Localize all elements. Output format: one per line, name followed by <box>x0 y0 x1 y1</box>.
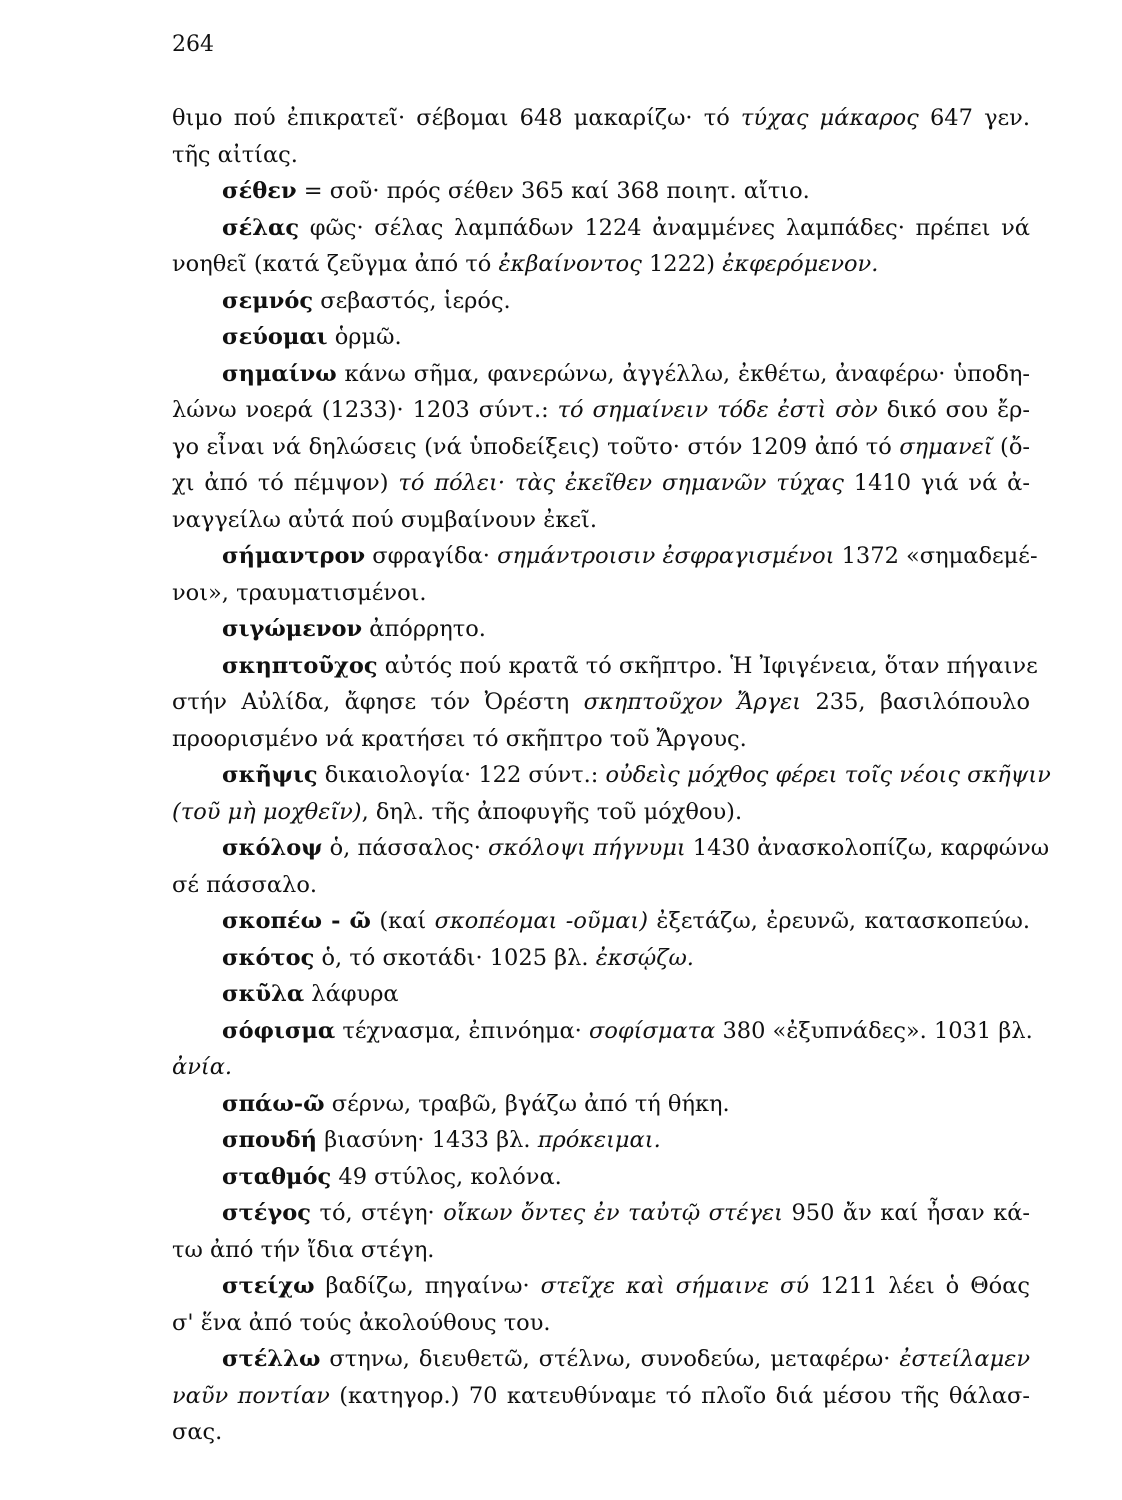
page-number: 264 <box>172 32 214 57</box>
text-line <box>172 940 1030 977</box>
quotation: ἐκφερόμενον. <box>722 251 879 277</box>
definition-text: 380 «ἐξυπνάδες». 1031 βλ. <box>715 1017 1033 1044</box>
text-line <box>172 392 1030 429</box>
text-line <box>172 684 1030 721</box>
definition-text: τῆς αἰτίας. <box>172 141 298 168</box>
text-line <box>172 648 1038 685</box>
text-line <box>172 356 1030 393</box>
headword: σκότος <box>222 944 315 971</box>
text-line <box>172 283 1030 320</box>
text-line <box>172 246 1030 283</box>
text-line <box>172 1378 1030 1415</box>
text-line <box>172 976 1030 1013</box>
text-line <box>172 173 1030 210</box>
text-line <box>172 611 1030 648</box>
headword: σπάω-ῶ <box>222 1090 325 1117</box>
definition-text: δικαιολογία· 122 σύντ.: <box>317 762 606 788</box>
definition-text: στήν Αὐλίδα, ἄφησε τόν Ὀρέστη <box>172 689 584 715</box>
definition-text: 1222) <box>641 251 723 277</box>
quotation: οἴκων ὄντες ἐν ταὐτῷ στέγει <box>443 1200 783 1226</box>
text-line <box>172 1414 1030 1451</box>
text-line <box>172 502 1030 539</box>
text-line <box>172 1305 1030 1342</box>
quotation: σκόλοψι πήγνυμι <box>488 835 686 861</box>
definition-text: βιασύνη· 1433 βλ. <box>317 1127 538 1153</box>
definition-text: φῶς· σέλας λαμπάδων 1224 ἀναμμένες λαμπάδες· πρέπει νά <box>299 214 1030 241</box>
definition-text: στηνω, διευθετῶ, στέλνω, συνοδεύω, μεταφέρω· <box>320 1346 900 1372</box>
definition-text: (κατηγορ.) 70 κατευθύναμε τό πλοῖο διά μέσου τῆς θάλασ- <box>329 1382 1030 1409</box>
text-line <box>172 1049 1030 1086</box>
definition-text: θιμο πού ἐπικρατεῖ· σέβομαι 648 μακαρίζω· τό <box>172 105 741 131</box>
quotation: σημανεῖ <box>899 433 993 460</box>
text-line <box>172 429 1030 466</box>
quotation: τό πόλει· τὰς ἐκεῖθεν σημανῶν τύχας <box>398 470 844 496</box>
text-line <box>172 538 1038 575</box>
text-line <box>172 1159 1030 1196</box>
text-line <box>172 1086 1030 1123</box>
definition-text: ναγγείλω αὐτά πού συμβαίνουν ἐκεῖ. <box>172 506 598 533</box>
headword: σπουδή <box>222 1127 318 1153</box>
headword: σέλας <box>222 214 300 241</box>
definition-text: 1372 «σημαδεμέ- <box>834 543 1038 569</box>
definition-text: αὐτός πού κρατᾶ τό σκῆπτρο. Ἡ Ἰφιγένεια, ὅταν πήγαινε <box>377 652 1038 679</box>
headword: σημαίνω <box>222 360 337 387</box>
quotation: σκηπτοῦχον Ἄργει <box>583 689 802 715</box>
quotation: ἐκβαίνοντος <box>498 251 642 277</box>
headword: σεμνός <box>222 287 314 314</box>
text-line <box>172 830 1050 867</box>
definition-text: ὁρμῶ. <box>327 324 402 350</box>
text-line <box>172 903 1030 940</box>
text-line <box>172 721 1030 758</box>
definition-text: νοηθεῖ (κατά ζεῦγμα ἀπό τό <box>172 251 499 277</box>
text-line <box>172 1195 1030 1232</box>
text-line <box>172 757 1051 794</box>
quotation: τύχας μάκαρος <box>740 105 919 131</box>
definition-text: 235, βασιλόπουλο <box>801 689 1030 715</box>
headword: στείχω <box>222 1273 315 1299</box>
definition-text: ἐξετάζω, ἐρευνῶ, κατασκοπεύω. <box>648 908 1030 934</box>
definition-text: 1430 ἀνασκολοπίζω, καρφώνω <box>685 835 1050 861</box>
definition-text: σέρνω, τραβῶ, βγάζω ἀπό τή θήκη. <box>324 1090 730 1117</box>
quotation: στεῖχε καὶ σήμαινε σύ <box>540 1273 810 1299</box>
definition-text: νοι», τραυματισμένοι. <box>172 579 427 606</box>
definition-text: 1410 γιά νά ἀ- <box>843 470 1030 496</box>
headword: σκηπτοῦχος <box>222 652 378 679</box>
glossary-text <box>172 100 1051 1451</box>
quotation: σκοπέομαι -οῦμαι) <box>434 908 648 934</box>
definition-text: σας. <box>172 1419 223 1445</box>
definition-text: ὁ, πάσσαλος· <box>322 835 489 861</box>
headword: σταθμός <box>222 1163 332 1190</box>
quotation: σημάντροισιν ἐσφραγισμένοι <box>497 543 835 569</box>
quotation: τό σημαίνειν τόδε ἐστὶ σὸν <box>557 397 878 423</box>
headword: σιγώμενον <box>222 616 363 642</box>
headword: σόφισμα <box>222 1017 336 1044</box>
text-line <box>172 210 1030 247</box>
quotation: (τοῦ μὴ μοχθεῖν) <box>172 798 362 825</box>
headword: σήμαντρον <box>222 543 366 569</box>
headword: σέθεν <box>222 178 297 204</box>
quotation: ἐστείλαμεν <box>899 1346 1030 1372</box>
definition-text: γο εἶναι νά δηλώσεις (νά ὑποδείξεις) τοῦτο· στόν 1209 ἀπό τό <box>172 433 900 460</box>
definition-text: (ὄ- <box>992 433 1030 460</box>
quotation: πρόκειμαι. <box>537 1127 661 1153</box>
text-line <box>172 867 1030 904</box>
text-line <box>172 319 1030 356</box>
text-line <box>172 1268 1030 1305</box>
definition-text: σέ πάσσαλο. <box>172 871 318 898</box>
definition-text: προορισμένο νά κρατήσει τό σκῆπτρο τοῦ Ἄργους. <box>172 725 747 752</box>
quotation: ἀνία. <box>172 1054 233 1080</box>
headword: σκῦλα <box>222 981 305 1007</box>
text-line <box>172 794 1030 831</box>
text-line <box>172 575 1030 612</box>
headword: στέγος <box>222 1200 311 1226</box>
headword: σκοπέω - ῶ <box>222 908 371 934</box>
definition-text: κάνω σῆμα, φανερώνω, ἀγγέλλω, ἐκθέτω, ἀναφέρω· ὑποδη- <box>336 360 1030 387</box>
definition-text: 49 στύλος, κολόνα. <box>331 1163 562 1190</box>
definition-text: σ' ἕνα ἀπό τούς ἀκολούθους του. <box>172 1309 551 1336</box>
definition-text: 1211 λέει ὁ Θόας <box>809 1273 1030 1299</box>
headword: σκόλοψ <box>222 835 323 861</box>
headword: σεύομαι <box>222 324 328 350</box>
definition-text: βαδίζω, πηγαίνω· <box>314 1273 541 1299</box>
definition-text: (καί <box>370 908 435 934</box>
text-line <box>172 1122 1030 1159</box>
headword: στέλλω <box>222 1346 321 1372</box>
text-line <box>172 465 1030 502</box>
headword: σκῆψις <box>222 762 318 788</box>
definition-text: τέχνασμα, ἐπινόημα· <box>335 1017 589 1044</box>
quotation: σοφίσματα <box>588 1017 716 1044</box>
definition-text: λώνω νοερά (1233)· 1203 σύντ.: <box>172 397 558 423</box>
definition-text: σφραγίδα· <box>365 543 498 569</box>
definition-text: τω ἀπό τήν ἴδια στέγη. <box>172 1236 435 1263</box>
text-line <box>172 100 1030 137</box>
quotation: ἐκσῴζω. <box>595 944 694 971</box>
definition-text: 647 γεν. <box>918 105 1031 131</box>
definition-text: λάφυρα <box>304 981 399 1007</box>
text-line <box>172 1013 1033 1050</box>
text-line <box>172 1341 1030 1378</box>
text-line <box>172 137 1030 174</box>
definition-text: σεβαστός, ἱερός. <box>313 287 511 314</box>
definition-text: τό, στέγη· <box>310 1200 444 1226</box>
definition-text: , δηλ. τῆς ἀποφυγῆς τοῦ μόχθου). <box>361 798 743 825</box>
quotation: ναῦν ποντίαν <box>172 1382 330 1409</box>
definition-text: ἀπόρρητο. <box>362 616 486 642</box>
definition-text: χι ἀπό τό πέμψον) <box>172 470 399 496</box>
quotation: οὐδεὶς μόχθος φέρει τοῖς νέοις σκῆψιν <box>605 762 1051 788</box>
definition-text: = σοῦ· πρός σέθεν 365 καί 368 ποιητ. αἴτιο. <box>296 178 810 204</box>
text-line <box>172 1232 1030 1269</box>
definition-text: δικό σου ἔρ- <box>877 397 1031 423</box>
definition-text: 950 ἄν καί ἦσαν κά- <box>782 1200 1030 1226</box>
definition-text: ὁ, τό σκοτάδι· 1025 βλ. <box>314 944 596 971</box>
